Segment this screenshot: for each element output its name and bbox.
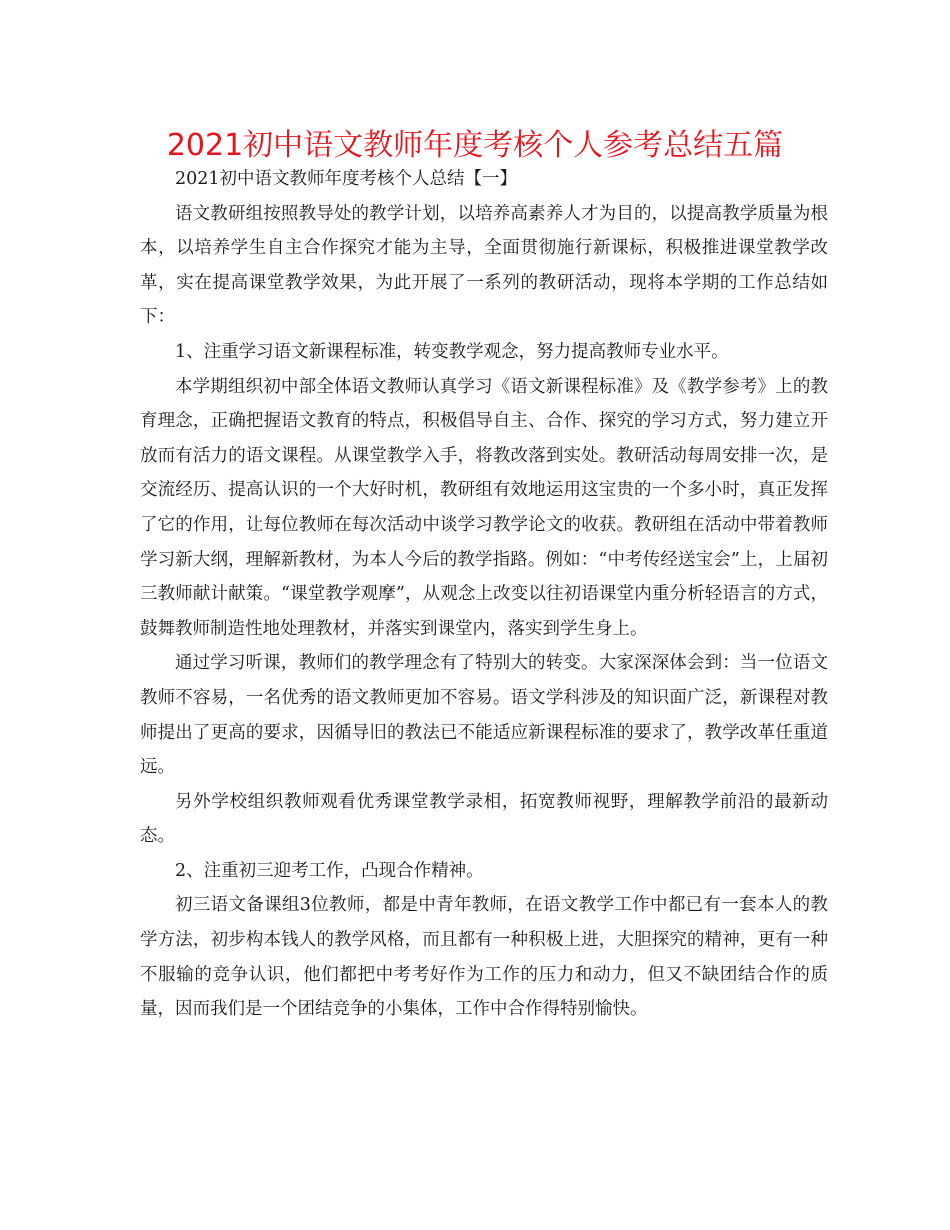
body-paragraph: 语文教研组按照教导处的教学计划，以培养高素养人才为目的，以提高教学质量为根本，以培养学生自主合作探究才能为主导，全面贯彻施行新课标，积极推进课堂教学改革，实在提高课堂教学效果，为此开展了一系列的教研活动，现将本学期的工作总结如下： [140,203,828,328]
document-body [140,162,828,1027]
body-paragraph: 本学期组织初中部全体语文教师认真学习《语文新课程标准》及《教学参考》上的教育理念，正确把握语文教育的特点，积极倡导自主、合作、探究的学习方式，努力建立开放而有活力的语文课程。从课堂教学入手，将教改落到实处。教研活动每周安排一次，是交流经历、提高认识的一个大好时机，教研组有效地运用这宝贵的一个多小时，真正发挥了它的作用，让每位教师在每次活动中谈学习教学论文的收获。教研组在活动中带着教师学习新大纲，理解新教材，为本人今后的教学指路。例如：“中考传经送宝会”上，上届初三教师献计献策。“课堂教学观摩”，从观念上改变以往初语课堂内重分析轻语言的方式，鼓舞教师制造性地处理教材，并落实到课堂内，落实到学生身上。 [140,376,828,639]
section-point: 2、注重初三迎考工作，凸现合作精神。 [175,860,484,881]
section-point: 1、注重学习语文新课程标准，转变教学观念，努力提高教师专业水平。 [175,341,729,362]
document-title: 2021初中语文教师年度考核个人参考总结五篇 [166,128,784,163]
body-paragraph: 初三语文备课组3位教师，都是中青年教师，在语文教学工作中都已有一套本人的教学方法，初步构本钱人的教学风格，而且都有一种积极上进，大胆探究的精神，更有一种不服输的竞争认识，他们都把中考考好作为工作的压力和动力，但又不缺团结合作的质量，因而我们是一个团结竞争的小集体，工作中合作得特别愉快。 [140,895,828,1020]
body-paragraph: 通过学习听课，教师们的教学理念有了特别大的转变。大家深深体会到：当一位语文教师不容易，一名优秀的语文教师更加不容易。语文学科涉及的知识面广泛，新课程对教师提出了更高的要求，因循导旧的教法已不能适应新课程标准的要求了，教学改革任重道远。 [140,653,828,778]
section-heading: 2021初中语文教师年度考核个人总结【一】 [175,169,518,189]
body-paragraph: 另外学校组织教师观看优秀课堂教学录相，拓宽教师视野，理解教学前沿的最新动态。 [140,791,828,847]
